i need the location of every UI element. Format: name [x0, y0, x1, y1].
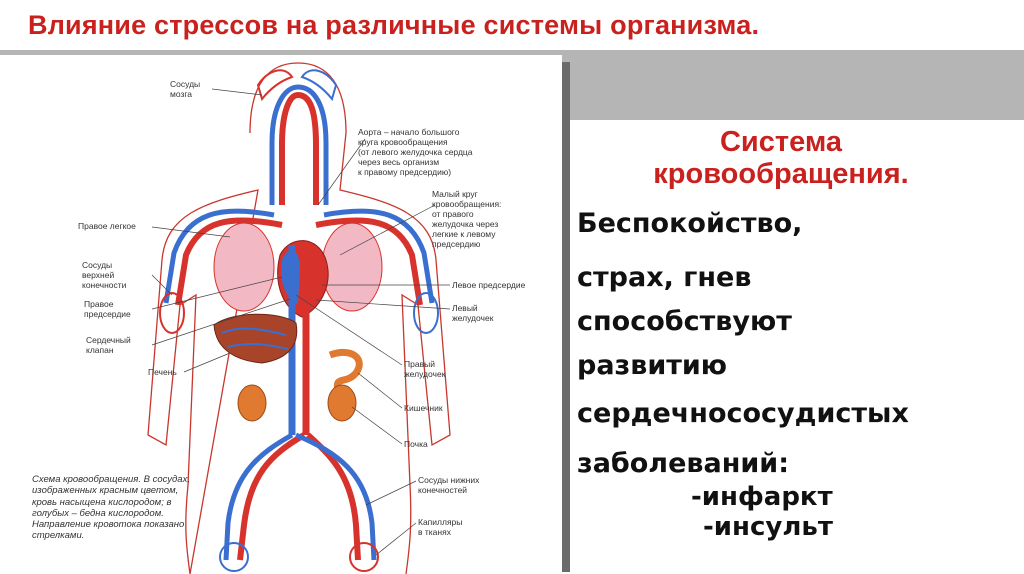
section-subtitle: Система кровообращения.	[653, 126, 909, 190]
diagram-caption: Схема кровообращения. В сосудах, изображенных красным цветом, кровь насыщена кислородом; в голубых – бедна кислородом. Направление кровотока показано стрелками.	[32, 474, 190, 542]
body-line: страх, гнев	[577, 262, 752, 293]
label-right-atrium: Правое предсердие	[84, 299, 131, 319]
label-left-ventricle: Левый желудочек	[452, 303, 494, 323]
left-kidney-shape	[328, 385, 356, 421]
list-item-infarct: -инфаркт	[691, 482, 833, 512]
body-line: сердечнососудистых	[577, 398, 909, 429]
label-right-ventricle: Правый желудочек	[404, 359, 446, 379]
brain-vessel-loop	[282, 95, 316, 205]
label-kidney: Почка	[404, 439, 428, 449]
liver-shape	[214, 314, 297, 363]
label-lower-limb-vessels: Сосуды нижних конечностей	[418, 475, 480, 495]
label-left-atrium: Левое предсердие	[452, 280, 526, 290]
label-intestine: Кишечник	[404, 403, 443, 413]
body-line: Беспокойство,	[577, 208, 803, 239]
list-item-stroke: -инсульт	[703, 512, 833, 542]
label-right-lung: Правое легкое	[78, 221, 136, 231]
label-capillaries: Капилляры в тканях	[418, 517, 463, 537]
leg-vessel-right-red	[240, 435, 304, 560]
label-upper-limb-vessels: Сосуды верхней конечности	[82, 260, 127, 290]
label-heart-valve: Сердечный клапан	[86, 335, 131, 355]
label-aorta: Аорта – начало большого круга кровообращения (от левого желудочка сердца через весь организм к правому предсердию)	[358, 127, 473, 177]
left-lung-shape	[322, 223, 382, 311]
leg-vessel-right-blue	[226, 435, 292, 560]
leg-vessel-left-blue	[296, 435, 374, 560]
body-line: способствуют	[577, 306, 792, 337]
body-line: развитию	[577, 350, 728, 381]
body-line: заболеваний:	[577, 448, 789, 479]
right-kidney-shape	[238, 385, 266, 421]
text-panel	[571, 120, 1024, 574]
slide-title: Влияние стрессов на различные системы организма.	[28, 10, 760, 40]
label-liver: Печень	[148, 367, 177, 377]
label-brain-vessels: Сосуды мозга	[170, 79, 201, 99]
label-small-circle: Малый круг кровообращения: от правого желудочка через легкие к левому предсердию	[432, 189, 502, 249]
